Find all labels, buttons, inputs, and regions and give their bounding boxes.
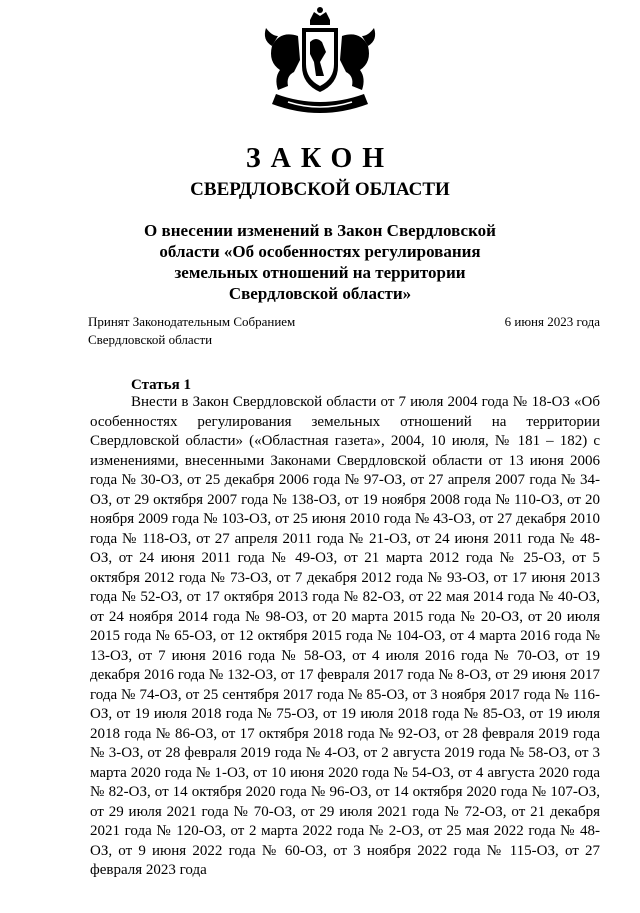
article-body: Внести в Закон Свердловской области от 7 июля 2004 года № 18-ОЗ «Об особенностях регулирования земельных отношений на территории Свердловской области» («Областная газета», 2004, 10 июля, № 181 – 182) с изменениями, внесенными Законами Свердловской области от 13 июня 2006 года № 30-ОЗ, от 25 декабря 2006 года № 97-ОЗ, от 27 апреля 2007 года № 34-ОЗ, от 29 октября 2007 года № 138-ОЗ, от 19 ноября 2008 года № 110-ОЗ, от 20 ноября 2009 года № 103-ОЗ, от 25 июня 2010 года № 43-ОЗ, от 27 декабря 2010 года № 118-ОЗ, от 27 апреля 2011 года № 21-ОЗ, от 24 июня 2011 года № 48-ОЗ, от 24 июня 2011 года № 49-ОЗ, от 21 марта 2012 года № 25-ОЗ, от 5 октября 2012 года № 73-ОЗ, от 7 декабря 2012 года № 93-ОЗ, от 17 июня 2013 года № 52-ОЗ, от 17 октября 2013 года № 82-ОЗ, от 22 мая 2014 года № 40-ОЗ, от 24 ноября 2014 года № 98-ОЗ, от 20 марта 2015 года № 20-ОЗ, от 20 июля 2015 года № 65-ОЗ, от 12 октября 2015 года № 104-ОЗ, от 4 марта 2016 года № 13-ОЗ, от 7 июня 2016 года № 58-ОЗ, от 4 июля 2016 года № 70-ОЗ, от 19 декабря 2016 года № 132-ОЗ, от 17 февраля 2017 года № 8-ОЗ, от 29 июня 2017 года № 74-ОЗ, от 25 сентября 2017 года № 85-ОЗ, от 3 ноября 2017 года № 116-ОЗ, от 19 июля 2018 года № 75-ОЗ, от 19 июля 2018 года № 85-ОЗ, от 19 июля 2018 года № 86-ОЗ, от 17 октября 2018 года № 92-ОЗ, от 28 февраля 2019 года № 3-ОЗ, от 28 февраля 2019 года № 4-ОЗ, от 2 августа 2019 года № 58-ОЗ, от 3 марта 2020 года № 1-ОЗ, от 10 июня 2020 года № 54-ОЗ, от 4 августа 2020 года № 82-ОЗ, от 14 октября 2020 года № 96-ОЗ, от 14 октября 2020 года № 107-ОЗ, от 29 июля 2021 года № 70-ОЗ, от 29 июля 2021 года № 72-ОЗ, от 21 декабря 2021 года № 120-ОЗ, от 2 марта 2022 года № 2-ОЗ, от 25 мая 2022 года № 48-ОЗ, от 9 июня 2022 года № 60-ОЗ, от 3 ноября 2022 года № 115-ОЗ, от 27 февраля 2023 года: [90, 394, 600, 878]
region-title: СВЕРДЛОВСКОЙ ОБЛАСТИ: [190, 179, 450, 200]
coat-of-arms-icon: [258, 6, 382, 124]
document-type-title: ЗАКОН: [245, 143, 395, 174]
law-subject-title: О внесении изменений в Закон Свердловской области «Об особенностях регулирования земельных отношений на территории Свердловской области»: [144, 221, 496, 303]
adoption-note: [88, 313, 348, 349]
article-heading: Статья 1: [131, 377, 191, 393]
adoption-note-line: Свердловской области: [88, 332, 213, 347]
adoption-note-line: Принят Законодательным Собранием: [88, 314, 296, 329]
adoption-date: 6 июня 2023 года: [504, 314, 600, 329]
